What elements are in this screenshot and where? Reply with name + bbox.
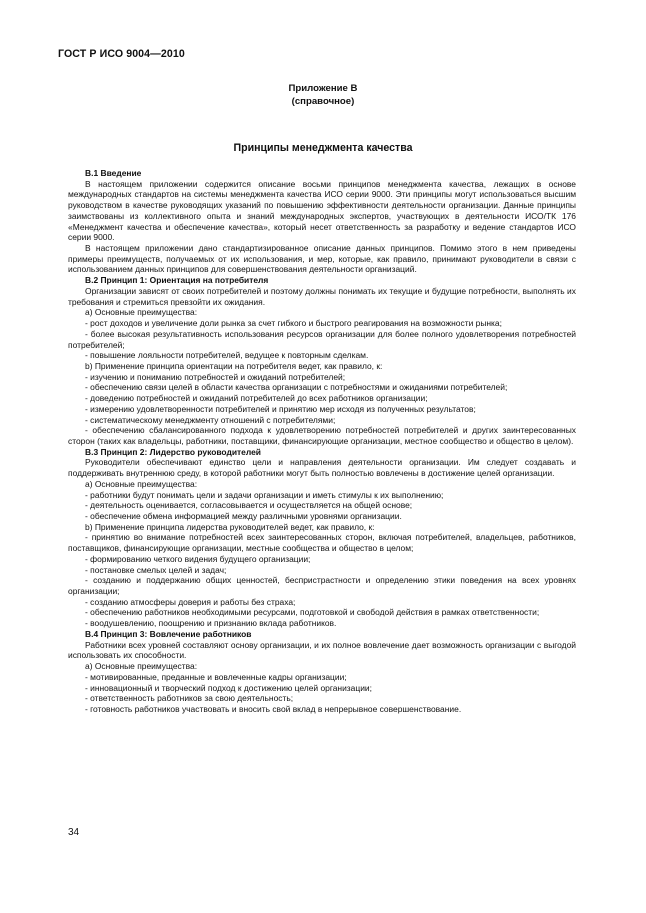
list-item: - обеспечению сбалансированного подхода к удовлетворению потребностей потребителей и других заинтересованных сторон (таких как владельцы, работники, поставщики, финансирующие организации, местное сообщество и общество в целом).	[68, 425, 576, 446]
list-item: - инновационный и творческий подход к достижению целей организации;	[85, 682, 372, 693]
list-item: - изучению и пониманию потребностей и ожиданий потребителей;	[85, 371, 346, 382]
list-label: b) Применение принципа ориентации на потребителя ведет, как правило, к:	[85, 360, 383, 371]
annex-label: Приложение В	[288, 83, 358, 94]
list-item: - повышение лояльности потребителей, ведущее к повторным сделкам.	[85, 350, 369, 361]
list-item: - доведению потребностей и ожиданий потребителей до всех работников организации;	[85, 393, 428, 404]
paragraph: Организации зависят от своих потребителей и поэтому должны понимать их текущие и будущие потребности, выполнять их требования и стремиться превзойти их ожидания.	[68, 285, 576, 307]
list-item: - формированию четкого видения будущего организации;	[85, 553, 311, 564]
list-item: - созданию атмосферы доверия и работы без страха;	[85, 596, 296, 607]
list-item: - ответственность работников за свою деятельность;	[85, 693, 294, 704]
list-item: - систематическому менеджменту отношений с потребителями;	[85, 414, 336, 425]
paragraph: Работники всех уровней составляют основу организации, и их полное вовлечение дает возможность организации с выгодой использовать их способности.	[68, 639, 576, 661]
annex-type: (справочное)	[291, 95, 355, 107]
list-item: - воодушевлению, поощрению и признанию вклада работников.	[85, 618, 337, 629]
list-item: - обеспечению работников необходимыми ресурсами, подготовкой и свободой действия в рамках ответственности;	[85, 607, 540, 618]
list-label: а) Основные преимущества:	[85, 307, 198, 318]
list-item: - обеспечение обмена информацией между различными уровнями организации.	[85, 511, 402, 521]
section-heading-b1: В.1 Введение	[85, 168, 142, 178]
list-item: - деятельность оценивается, согласовывается и осуществляется на общей основе;	[85, 500, 413, 511]
list-item: - обеспечению связи целей в области качества организации с потребностями и ожиданиями потребителей;	[85, 382, 508, 393]
list-label: а) Основные преимущества:	[85, 661, 198, 672]
page-number: 34	[68, 827, 80, 838]
section-heading-b2: В.2 Принцип 1: Ориентация на потребителя	[85, 275, 269, 286]
list-item: - работники будут понимать цели и задачи организации и иметь стимулы к их выполнению;	[85, 489, 444, 500]
list-label: а) Основные преимущества:	[85, 478, 198, 489]
document-header: ГОСТ Р ИСО 9004—2010	[58, 48, 185, 60]
list-item: - готовность работников участвовать и вносить свой вклад в непрерывное совершенствование.	[85, 703, 462, 714]
list-item: - мотивированные, преданные и вовлеченные кадры организации;	[85, 671, 347, 682]
list-item: - созданию и поддержанию общих ценностей, беспристрастности и определению этики поведения на всех уровнях организации;	[68, 575, 576, 597]
section-heading-b3: В.3 Принцип 2: Лидерство руководителей	[85, 446, 261, 457]
annex-body	[68, 168, 576, 715]
list-item: - рост доходов и увеличение доли рынка за счет гибкого и быстрого реагирования на возможности рынка;	[85, 318, 502, 329]
list-item: - принятию во внимание потребностей всех заинтересованных сторон, включая потребителей, владельцев, работников, поставщиков, финансирующие организации, местные сообщества и общество в целом;	[68, 532, 576, 554]
paragraph: В настоящем приложении дано стандартизированное описание данных принципов. Помимо этого в нем приведены примеры преимуществ, получаемых от их использования, и мер, которые, как правило, принимают руководители в связи с использованием данных принципов для совершенствования деятельности организаций.	[68, 243, 576, 275]
section-heading-b4: В.4 Принцип 3: Вовлечение работников	[85, 628, 252, 639]
paragraph: Руководители обеспечивают единство цели и направления деятельности организации. Им следует создавать и поддерживать внутреннюю среду, в которой работники могут быть полностью вовлечены в достижение целей организации.	[68, 457, 576, 479]
list-item: - постановке смелых целей и задач;	[85, 564, 227, 575]
annex-title: Принципы менеджмента качества	[233, 142, 413, 154]
list-label: b) Применение принципа лидерства руководителей ведет, как правило, к:	[85, 521, 375, 532]
list-item: - измерению удовлетворенности потребителей и принятию мер исходя из полученных результатов;	[85, 403, 476, 414]
paragraph: В настоящем приложении содержится описание восьми принципов менеджмента качества, лежащих в основе международных стандартов на системы менеджмента качества ИСО серии 9000. Эти принципы могут использоваться высшим руководством в качестве руководящих указаний по повышению эффективности деятельности организации. Данные принципы заимствованы из коллективного опыта и знаний международных экспертов, участвующих в деятельности ИСО/ТК 176 «Менеджмент качества и обеспечение качества», который несет ответственность за разработку и ведение стандартов ИСО серии 9000.	[68, 178, 576, 243]
annex-heading	[0, 83, 646, 108]
list-item: - более высокая результативность использования ресурсов организации для более полного удовлетворения потребностей потребителей;	[68, 328, 576, 350]
